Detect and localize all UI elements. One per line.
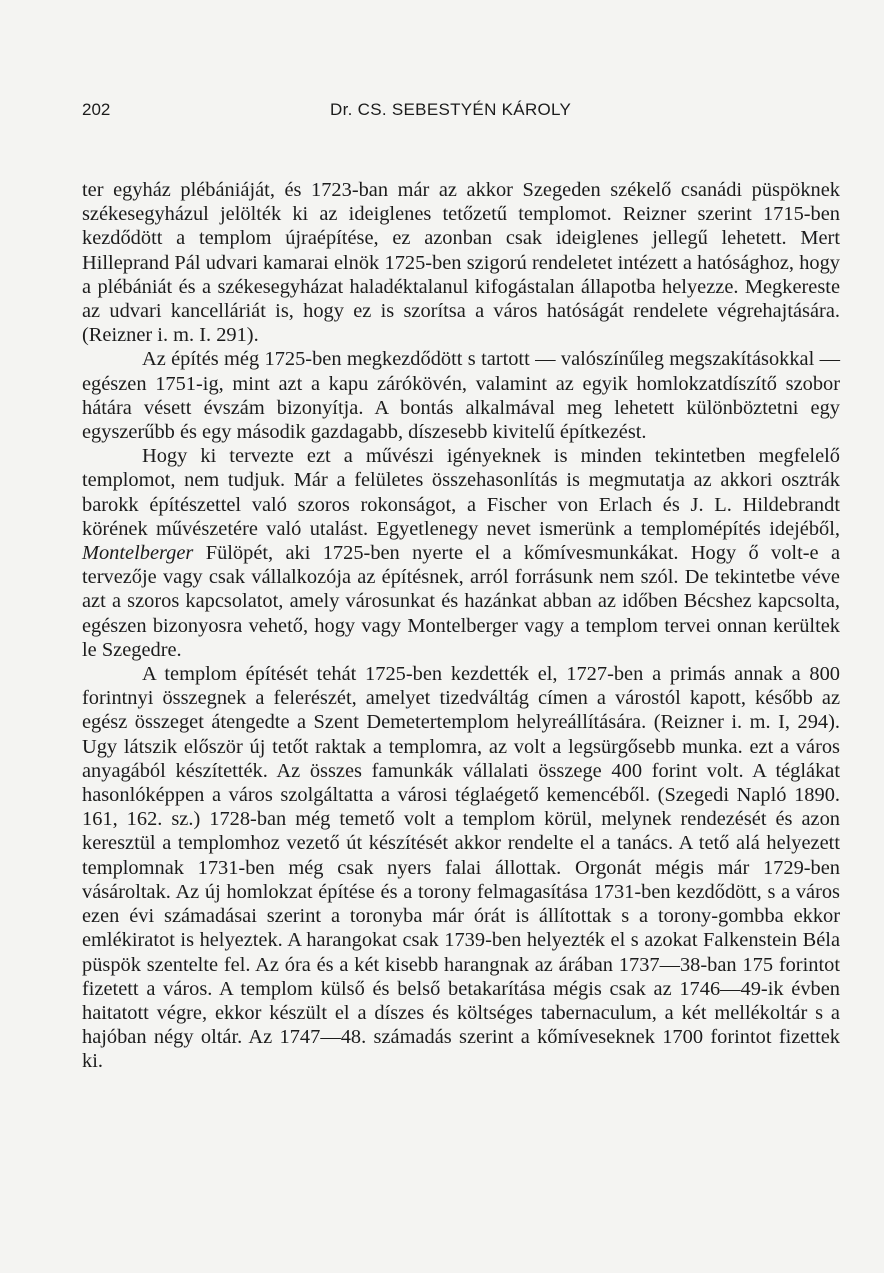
page-number: 202 bbox=[82, 100, 111, 119]
paragraph-text: Hogy ki tervezte ezt a művészi igényeknek is minden tekintetben megfelelő templomot, nem tudjuk. Már a felületes összehasonlítás is megmutatja az akkori osztrák barokk építészettel való szoros rokonságot, a Fischer von Erlach és J. L. Hildebrandt körének művészetére való utalást. Egyetlenegy nevet ismerünk a templomépítés idejéből, bbox=[82, 445, 840, 540]
paragraph-text: Fülöpét, aki 1725-ben nyerte el a kőmívesmunkákat. Hogy ő volt-e a tervezője vagy csak vállalkozója az építésnek, arról forrásunk nem szól. De tekintetbe véve azt a szoros kapcsolatot, amely városunkat és hazánkat abban az időben Bécshez kapcsolta, egészen bizonyosra vehető, hogy vagy Montelberger vagy a templom tervei onnan kerültek le Szegedre. bbox=[82, 542, 840, 661]
paragraph bbox=[82, 347, 840, 444]
paragraph-text: ter egyház plébániáját, és 1723-ban már az akkor Szegeden székelő csanádi püspöknek székesegyházul jelölték ki az ideiglenes tetőzetű templomot. Reizner szerint 1715-ben kezdődött a templom újraépítése, ez azonban csak ideiglenes jellegű lehetett. Mert Hilleprand Pál udvari kamarai elnök 1725-ben szigorú rendeletet intézett a hatósághoz, hogy a plébániát és a székesegyházat haladéktalanul kifogástalan állapotba helyezze. Megkereste az udvari kancelláriát is, hogy ez is szorítsa a város hatóságát rendelete végrehajtására. (Reizner i. m. I. 291). bbox=[82, 179, 840, 347]
paragraph bbox=[82, 444, 840, 662]
page-header bbox=[82, 100, 842, 126]
paragraph-text: Az építés még 1725-ben megkezdődött s tartott — valószínűleg megszakításokkal — egészen 1751-ig, mint azt a kapu zárókövén, valamint az egyik homlokzatdíszítő szobor hátára vésett évszám bizonyítja. A bontás alkalmával meg lehetett különböztetni egy egyszerűbb és egy második gazdagabb, díszesebb kivitelű építkezést. bbox=[82, 348, 840, 444]
body-text bbox=[82, 178, 840, 1074]
italic-name: Montelberger bbox=[82, 542, 194, 565]
paragraph bbox=[82, 662, 840, 1073]
paragraph-text: A templom építését tehát 1725-ben kezdették el, 1727-ben a primás annak a 800 forintnyi összegnek a felerészét, amelyet tizedváltág címen a várostól kapott, később az egész összeget átengedte a Szent Demetertemplom helyreállítására. (Reizner i. m. I, 294). Ugy látszik először új tetőt raktak a templomra, az volt a legsürgősebb munka. ezt a város anyagából készítették. Az összes famunkák vállalati összege 400 forint volt. A téglákat hasonlóképpen a város szolgáltatta a városi téglaégető kemencéből. (Szegedi Napló 1890. 161, 162. sz.) 1728-ban még temető volt a templom körül, melynek rendezését és azon keresztül a templomhoz vezető út készítését akkor rendelte el a tanács. A tető alá helyezett templomnak 1731-ben még csak nyers falai állottak. Orgonát mégis már 1729-ben vásároltak. Az új homlokzat építése és a torony felmagasítása 1731-ben kezdődött, s a város ezen évi számadásai szerint a toronyba már órát is állítottak s a torony-gombba ekkor emlékiratot is helyeztek. A harangokat csak 1739-ben helyezték el s azokat Falkenstein Béla püspök szentelte fel. Az óra és a két kisebb harangnak az árában 1737—38-ban 175 forintot fizetett a város. A templom külső és belső betakarítása mégis csak az 1746—49-ik évben haitatott végre, ekkor készült el a díszes és költséges tabernaculum, a két mellékoltár s a hajóban négy oltár. Az 1747—48. számadás szerint a kőmíveseknek 1700 forintot fizettek ki. bbox=[82, 663, 840, 1073]
paragraph bbox=[82, 178, 840, 347]
running-head: Dr. CS. SEBESTYÉN KÁROLY bbox=[330, 100, 572, 119]
